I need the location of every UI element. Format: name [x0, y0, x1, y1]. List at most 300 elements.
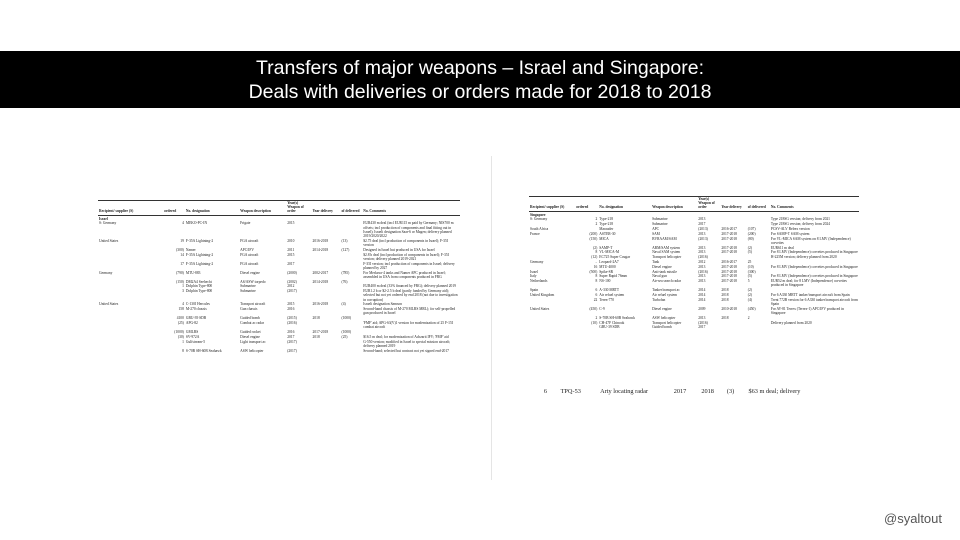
cell-supplier [98, 339, 163, 348]
cell-qty: 4 [182, 302, 184, 307]
cell-delivery-years [312, 221, 341, 238]
cell-delivered: (13) [341, 238, 348, 243]
cell-delivery-years: 2017-2018 [721, 279, 737, 284]
cell-order-year: 2017 [287, 261, 295, 266]
cell-order-year: 2017 [287, 334, 295, 339]
col-delivered: of delivered [747, 197, 770, 212]
cell-qty: (150) [176, 279, 184, 284]
cell-description: Submarine [652, 217, 668, 222]
cell-comments: For SAMP-T SAM system [770, 231, 810, 236]
cell-qty: (300) [176, 247, 184, 252]
cell-description: Air refuel system [652, 292, 678, 297]
document-page-israel [98, 200, 460, 440]
cell-delivery-years [312, 252, 341, 261]
table-row [98, 339, 460, 348]
table-row [98, 307, 460, 316]
cell-description: Tanker/transport ac [652, 288, 680, 293]
cell-delivered [341, 339, 363, 348]
arms-transfer-table-singapore [529, 196, 859, 330]
cell-delivered: (4) [341, 302, 346, 307]
cell-comments: EUR1.2 b or $2-2.5 b deal (partly funded by Germany aid); selected but not yet ordered by end 2018 (not due to investigation in corruption) [363, 289, 458, 302]
cell-order-year: (2016) [287, 321, 297, 325]
cell-qty: (25) [177, 321, 184, 325]
cell-description: Guided rocket [240, 330, 261, 334]
cell-order-year: 2015 [287, 302, 295, 307]
cell-delivered [341, 348, 363, 353]
table-header [98, 201, 460, 216]
cell-designation: Type-218 [599, 217, 614, 222]
cell-qty: 8 [595, 250, 598, 255]
cell-delivery-years [312, 307, 341, 316]
cell-description: Submarine [652, 222, 668, 227]
cell-order-year: (2016) [698, 255, 708, 260]
col-comments: No. Comments [362, 201, 460, 216]
cell-description: FGA aircraft [240, 238, 259, 243]
cell-description: Transport helicopter [652, 320, 682, 325]
cell-delivered: 2 [747, 315, 750, 320]
cell-supplier [98, 320, 163, 329]
table-body [98, 215, 460, 353]
cell-delivered [341, 307, 363, 316]
section-label: Israel [99, 216, 108, 221]
cell-qty: (1000) [174, 330, 184, 334]
cell-qty [575, 325, 598, 330]
cell-delivered: 5 [747, 279, 750, 284]
table-row [98, 252, 460, 261]
cell-delivery-years: 2017-2018 [721, 264, 737, 269]
cell-order-year: (2013) [698, 236, 708, 241]
overflow-order: 2017 [673, 388, 687, 395]
cell-description: Diesel engine [240, 270, 260, 275]
cell-designation: NS-100 [599, 279, 611, 284]
cell-qty: 6 [595, 288, 598, 293]
cell-designation: MTU-4000 [599, 264, 616, 269]
cell-designation: S-70B SH-60B Seahawk [185, 348, 222, 353]
cell-comments [770, 325, 859, 330]
cell-comments: Type 218SG version; delivery from 2021 [770, 217, 830, 222]
table-row [98, 261, 460, 270]
cell-delivered: (5) [747, 274, 752, 279]
cell-order-year: 2014 [698, 292, 706, 297]
cell-supplier [98, 307, 163, 316]
cell-designation: DM2A4 Seehecht [185, 279, 212, 284]
cell-order-year: 2016 [287, 307, 295, 312]
cell-qty: 14 [180, 252, 184, 257]
cell-delivery-years: 2017-2018 [721, 269, 737, 274]
cell-comments: For 6 A330 MRTT tanker/transport aircraft from Spain [770, 292, 850, 297]
table-row [529, 325, 859, 330]
cell-description: Air-sea search radar [652, 279, 681, 284]
section-label: Singapore [530, 212, 546, 217]
col-year-of-order: Year(s) Weapon of order [286, 201, 311, 216]
cell-delivered: (1000) [341, 316, 352, 321]
cell-designation: Marauder [599, 227, 614, 231]
cell-qty: .. [595, 259, 598, 264]
cell-comments: EUR52 m deal; for 8 LMV (Independence) corvettes produced in Singapore [770, 279, 847, 288]
cell-order-year: 2011 [287, 247, 295, 252]
cell-description: Diesel engine [652, 306, 672, 311]
col-year-delivery: Year delivery [312, 201, 341, 216]
arms-transfer-table-israel [98, 200, 460, 353]
cell-delivered: (25) [341, 334, 348, 339]
cell-delivery-years: 2018 [312, 334, 320, 339]
cell-comments: $16.5 m deal; for modernization of Achzarit IFV; 'FMF' aid [363, 334, 449, 339]
table-row [98, 348, 460, 353]
cell-description: Tank [652, 259, 660, 264]
cell-qty: 17 [180, 261, 184, 266]
cell-order-year: 2013 [698, 231, 706, 236]
cell-designation: EC725 Super Cougar [599, 255, 631, 260]
cell-designation: F-35A Lightning-2 [185, 238, 214, 243]
cell-designation: VL-MICA-M [599, 250, 620, 255]
cell-supplier: South Africa [530, 227, 549, 231]
cell-delivered: (1000) [341, 330, 352, 334]
cell-description: Guided bomb [652, 325, 672, 330]
cell-delivery-years: 2016-2017 [721, 259, 737, 264]
col-comments: No. Comments [770, 197, 859, 212]
cell-order-year: 2013 [698, 274, 706, 279]
cell-comments: G-550 version; modified in Israel to special mission aircraft; delivery planned 2019 [363, 339, 451, 348]
cell-supplier: United States [99, 302, 119, 307]
cell-comments: PCSV-ALV Belrex version [770, 227, 810, 231]
cell-comments: Delivery planned from 2020 [770, 320, 812, 325]
cell-order-year: 2010 [287, 238, 295, 243]
cell-supplier: United States [530, 306, 550, 311]
cell-delivered [341, 252, 363, 261]
cell-supplier: Israel [530, 269, 538, 274]
cell-supplier [98, 289, 163, 302]
cell-comments: For 8 LMV (Independence) corvettes produced in Singapore [770, 264, 858, 269]
cell-comments: Second-hand; selected but contract not yet signed end-2017 [363, 348, 449, 353]
cell-qty: (790) [176, 270, 184, 275]
cell-designation: CH-47F Chinook [599, 320, 625, 325]
cell-designation: Leopard-2A7 [599, 259, 619, 264]
cell-designation: APG-82 [185, 321, 198, 325]
cell-qty: 8 [595, 279, 598, 284]
cell-description: Frigate [240, 221, 251, 226]
table-row [529, 236, 859, 245]
cell-qty: (200) [589, 231, 598, 236]
cell-description: BVRAAM/SAM [652, 236, 677, 241]
cell-comments: $2.75 deal (incl production of components in Israel); F-35I version [363, 238, 448, 248]
cell-description: ASW helicopter [240, 348, 264, 353]
cell-delivered [747, 325, 770, 330]
cell-qty: 8 [182, 348, 184, 353]
cell-designation: A-330 MRTT [599, 288, 620, 293]
table-row [529, 306, 859, 315]
cell-order-year: (2016) [698, 269, 708, 274]
cell-delivered: (80) [747, 236, 754, 241]
cell-delivery-years: 2002-2017 [312, 270, 329, 275]
cell-designation: Namer [185, 247, 196, 252]
cell-description: Naval SAM system [652, 250, 681, 255]
cell-designation: GBU-39 SDB [185, 316, 207, 321]
cell-supplier: United States [99, 238, 119, 243]
cell-qty: 4 [182, 221, 184, 226]
overflow-table-row [529, 388, 859, 396]
cell-supplier: Germany [99, 270, 113, 275]
cell-supplier: Netherlands [530, 279, 548, 284]
cell-comments: For AV-81 Terrex (Terrex-1) APC/IFV produced in Singapore [770, 306, 844, 315]
cell-qty: 2 [595, 217, 598, 222]
cell-order-year: 2013 [698, 250, 706, 255]
cell-delivered: (2) [747, 288, 752, 293]
col-weapon-description: Weapon description [651, 197, 697, 212]
col-designation: No. designation [598, 197, 651, 212]
cell-description: SAM [652, 231, 660, 236]
cell-comments: F-35I version; incl production of components in Israel; delivery planned by 2027 [363, 261, 455, 270]
cell-delivery-years: 2016-2018 [312, 302, 329, 307]
cell-designation: Teren-770 [599, 297, 614, 302]
col-year-of-order: Year(s) Weapon of order [697, 197, 720, 212]
cell-order-year: 2016 [287, 330, 295, 334]
cell-designation: Dolphin Type-800 [185, 284, 213, 289]
cell-qty: 158 [178, 307, 184, 312]
cell-delivery-years: 2017-2018 [721, 250, 737, 255]
cell-delivery-years: 2016-2018 [312, 238, 329, 243]
cell-order-year: (2002) [287, 279, 297, 284]
cell-comments: For Merkava-4 tanks and Namer APC produced in Israel; assembled in USA from components produced in FRG [363, 270, 446, 279]
cell-comments: For VL-MICA SAM system on 8 LMV (Independence) corvettes [770, 236, 851, 245]
cell-order-year: (2016) [698, 320, 708, 325]
cell-designation: GBU-39 SDB [599, 325, 620, 330]
cell-qty: (30) [177, 334, 184, 339]
cell-qty: 19 [180, 238, 184, 243]
cell-delivery-years: 2017-2018 [312, 330, 329, 334]
cell-designation: MEKO-PC-IN [185, 221, 208, 226]
cell-delivery-years [312, 320, 341, 329]
cell-delivery-years: 2010-2018 [721, 306, 737, 311]
cell-description: Turbofan [652, 297, 666, 302]
cell-description: Light transport ac [240, 339, 266, 344]
cell-designation: Type-218 [599, 222, 614, 227]
slide-title-banner [0, 51, 960, 108]
cell-description: Diesel engine [240, 334, 260, 339]
table-row [529, 297, 859, 306]
cell-comments: 'FMF' aid; APG-63(V)1 version for modernization of 25 F-15I combat aircraft [363, 321, 453, 330]
cell-description: FGA aircraft [240, 252, 259, 257]
cell-order-year: 2013 [698, 245, 706, 250]
cell-supplier: United Kingdom [530, 292, 555, 297]
cell-description: Naval gun [652, 274, 667, 279]
cell-delivery-years: 2017-2018 [721, 236, 737, 241]
cell-supplier [529, 236, 575, 245]
table-row [529, 279, 859, 288]
cell-delivered [341, 221, 363, 238]
cell-qty: 6 [595, 292, 598, 297]
cell-description: APC [652, 227, 660, 231]
cell-delivered: (2) [747, 292, 752, 297]
cell-qty: 16 [593, 264, 598, 269]
col-recipient: Recipient/ supplier (S) [529, 197, 575, 212]
cell-supplier [529, 325, 575, 330]
cell-delivered: (300) [747, 269, 756, 274]
cell-delivery-years [312, 261, 341, 270]
cell-delivery-years: 2017-2018 [721, 274, 737, 279]
cell-delivery-years [312, 289, 341, 302]
cell-order-year: 2012 [287, 284, 295, 289]
cell-delivered: (450) [747, 306, 756, 311]
cell-order-year: 2012 [698, 259, 706, 264]
cell-qty: 2 [595, 315, 598, 320]
cell-delivery-years [312, 348, 341, 353]
cell-delivery-years: 2014-2018 [312, 279, 329, 284]
table-row [98, 289, 460, 302]
cell-designation: SAMP-T [599, 245, 613, 250]
table-row [98, 270, 460, 279]
col-year-delivery: Year delivery [720, 197, 746, 212]
cell-order-year: 2015 [287, 252, 295, 257]
table-row [98, 238, 460, 247]
col-weapon-description: Weapon description [239, 201, 286, 216]
cell-order-year: 2009 [698, 306, 706, 311]
cell-comments: Second-hand chassis of M-270 MLRS MRL); for self-propelled gun produced in Israel [363, 307, 456, 316]
cell-order-year: (2000) [287, 270, 297, 275]
cell-comments: Type 218SG version; delivery from 2024 [770, 222, 830, 227]
cell-description: FGA aircraft [240, 261, 259, 266]
cell-qty: 8 [595, 274, 598, 279]
cell-designation: GMLRS [185, 330, 199, 334]
cell-qty: (12) [591, 255, 598, 260]
cell-delivery-years: 2017-2018 [721, 245, 737, 250]
overflow-delivered: (3) [726, 388, 735, 395]
cell-qty: (450) [589, 306, 598, 311]
cell-comments: Trent 772B version for 6 A330 tanker/transport aircraft from Spain [770, 297, 858, 306]
col-delivered: of delivered [341, 201, 363, 216]
cell-supplier: Germany [530, 259, 544, 264]
cell-order-year: (2017) [287, 289, 297, 294]
cell-delivered: (785) [341, 270, 350, 275]
cell-designation: S-70B SH-60B Seahawk [599, 315, 636, 320]
cell-order-year: 2013 [698, 315, 706, 320]
cell-order-year: (2013) [698, 227, 708, 231]
cell-description: Submarine [240, 289, 256, 294]
cell-designation: ASTER-30 [599, 231, 616, 236]
cell-delivered: (76) [341, 279, 348, 284]
cell-designation: Super Rapid 76mm [599, 274, 628, 279]
page-divider [491, 156, 492, 480]
cell-delivered: (107) [747, 227, 756, 231]
table-body [529, 211, 859, 329]
cell-comments: $2.8 b deal (incl production of components in Israel); F-35I version; delivery planned 2019-2021 [363, 252, 449, 261]
cell-comments: EUR400 m deal (33% financed by FRG); delivery planned 2019 [363, 284, 456, 289]
cell-delivered [341, 261, 363, 270]
cell-description: ASW helicopter [652, 315, 676, 320]
cell-delivery-years: 2018 [721, 292, 729, 297]
cell-order-year: (2017) [287, 339, 297, 344]
cell-description: Transport helicopter [652, 255, 682, 260]
col-recipient: Recipient/ supplier (S) [98, 201, 163, 216]
cell-delivered: (200) [747, 231, 756, 236]
slide-title-line-2: Deals with deliveries or orders made for 2018 to 2018 [248, 80, 712, 103]
cell-order-year: (2017) [287, 348, 297, 353]
cell-delivered [341, 289, 363, 302]
cell-supplier [98, 348, 163, 353]
cell-supplier: S: Germany [530, 217, 548, 222]
cell-order-year: 2013 [698, 264, 706, 269]
cell-order-year: 2014 [698, 288, 706, 293]
cell-order-year: 2015 [287, 221, 295, 226]
cell-designation: SV-972A [185, 334, 200, 339]
col-ordered: ordered [575, 197, 598, 212]
cell-description: Submarine [240, 284, 256, 289]
cell-order-year: 2014 [698, 297, 706, 302]
cell-delivered [341, 320, 363, 329]
cell-designation: Air refuel system [599, 292, 625, 297]
cell-delivery-years: 2018 [721, 297, 729, 302]
cell-supplier: Italy [530, 274, 537, 279]
cell-description: Anti-tank missile [652, 269, 677, 274]
cell-delivered: (2) [747, 245, 752, 250]
cell-designation: F-35A Lightning-2 [185, 252, 214, 257]
cell-description: Diesel engine [652, 264, 672, 269]
cell-designation: F-35A Lightning-2 [185, 261, 214, 266]
cell-qty: (150) [589, 236, 598, 241]
cell-delivery-years: 2014-2018 [312, 247, 329, 252]
slide-title-line-1: Transfers of major weapons – Israel and Singapore: [255, 56, 704, 79]
cell-designation: MTU-883 [185, 270, 201, 275]
document-page-singapore [529, 196, 859, 402]
overflow-delivery: 2018 [701, 388, 714, 395]
cell-supplier [98, 252, 163, 261]
cell-designation: C-9 [599, 306, 605, 311]
cell-delivery-years: 2018 [312, 316, 320, 321]
cell-description: Transport aircraft [240, 302, 266, 307]
cell-designation: M-270 chassis [185, 307, 207, 312]
cell-description: Gun chassis [240, 307, 258, 312]
cell-delivered: (127) [341, 247, 350, 252]
overflow-comments: $63 m deal; delivery [748, 388, 801, 395]
cell-order-year: 2017 [698, 325, 706, 330]
cell-designation: MICA [599, 236, 609, 241]
cell-description: Combat ac radar [240, 321, 264, 325]
cell-description: AS/ASW torpedo [240, 279, 266, 284]
cell-qty: 3 [182, 289, 184, 294]
cell-delivery-years: 2016-2017 [721, 227, 737, 231]
cell-supplier: France [530, 231, 540, 236]
cell-qty: 4100 [176, 316, 184, 321]
cell-comments: EUR430 m deal (incl EUR115 m paid by Germany; NIS700 m offsets; incl production of components and final fitting out in Israel); Israeli designation Saar-6 or Magen; delivery planned 2019/2020/2022 [363, 221, 454, 239]
cell-comments: Designed in Israel but produced in USA for Israel [363, 247, 435, 252]
cell-supplier: S: Germany [99, 221, 117, 226]
cell-delivered: (4) [747, 297, 752, 302]
col-designation: No. designation [185, 201, 239, 216]
cell-designation: Dolphin Type-800 [185, 289, 213, 294]
overflow-designation: TPQ-53 [560, 388, 581, 395]
cell-delivery-years [720, 325, 746, 330]
cell-supplier: Spain [530, 288, 539, 293]
cell-delivery-years: 2018 [721, 288, 729, 293]
cell-delivery-years: 2017-2018 [721, 231, 737, 236]
cell-qty: (2) [593, 245, 598, 250]
cell-comments: H-225M version; delivery planned from 2020 [770, 255, 837, 260]
cell-order-year: (2015) [287, 316, 297, 321]
cell-description: APC/IFV [240, 247, 254, 252]
cell-comments: For 8 LMV (Independence) corvettes produced in Singapore [770, 250, 858, 255]
cell-order-year: 2013 [698, 279, 706, 284]
cell-delivery-years: 2018 [721, 315, 729, 320]
overflow-description: Arty locating radar [600, 388, 649, 395]
cell-designation: C-130J Hercules [185, 302, 210, 307]
cell-qty: 1 [182, 284, 184, 289]
cell-comments: For 8 LMV (Independence) corvettes produced in Singapore [770, 274, 858, 279]
cell-qty: (500) [589, 269, 598, 274]
cell-order-year: 2013 [698, 217, 706, 222]
cell-order-year: 2017 [698, 222, 706, 227]
cell-description: ABM/SAM system [652, 245, 680, 250]
cell-comments: EUR611 m deal [770, 245, 794, 250]
table-row [98, 320, 460, 329]
